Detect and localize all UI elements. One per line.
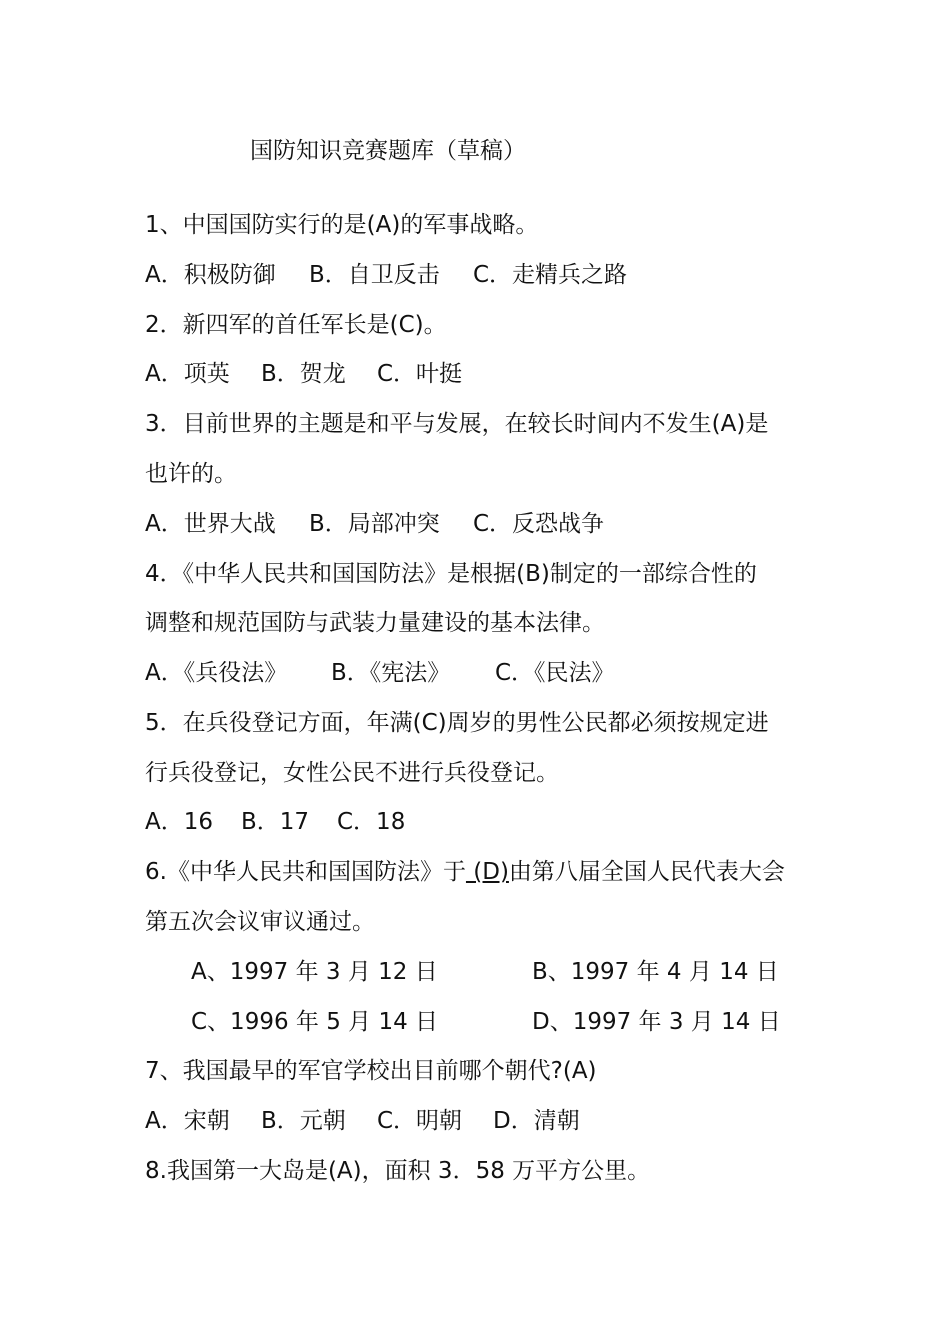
question-3-option-b: B．局部冲突 — [309, 511, 440, 537]
question-5-option-a: A．16 — [145, 809, 214, 835]
question-3-option-c: C．反恐战争 — [473, 511, 605, 537]
question-2-options — [145, 357, 462, 391]
document-title: 国防知识竞赛题库（草稿） — [250, 138, 526, 164]
question-4-option-b: B．《宪法》 — [331, 660, 451, 686]
question-7-option-d: D．清朝 — [493, 1108, 580, 1134]
question-2-option-a: A．项英 — [145, 361, 230, 387]
question-7-option-b: B．元朝 — [261, 1108, 346, 1134]
question-7-option-c: C．明朝 — [377, 1108, 463, 1134]
question-5-option-c: C．18 — [337, 809, 406, 835]
question-6-option-c: C、1996 年 5 月 14 日 — [191, 1009, 439, 1035]
question-1-option-b: B．自卫反击 — [309, 262, 440, 288]
question-5-options — [145, 805, 405, 839]
question-2-text: 2．新四军的首任军长是(C)。 — [145, 312, 447, 338]
question-1-text: 1、中国国防实行的是(A)的军事战略。 — [145, 212, 539, 238]
question-4-line-2: 调整和规范国防与武装力量建设的基本法律。 — [145, 610, 605, 636]
question-6-line-2: 第五次会议审议通过。 — [145, 909, 375, 935]
question-6-option-b: B、1997 年 4 月 14 日 — [532, 959, 779, 985]
question-4-option-a: A．《兵役法》 — [145, 660, 288, 686]
question-7-options — [145, 1104, 580, 1138]
question-2-option-b: B．贺龙 — [261, 361, 346, 387]
question-4-line-1: 4．《中华人民共和国国防法》是根据(B)制定的一部综合性的 — [145, 561, 757, 587]
question-6-text-before: 6.《中华人民共和国国防法》于 — [145, 859, 466, 885]
question-1-option-c: C．走精兵之路 — [473, 262, 628, 288]
question-4-options — [145, 656, 615, 690]
question-5-option-b: B．17 — [241, 809, 310, 835]
question-6-option-d: D、1997 年 3 月 14 日 — [532, 1009, 781, 1035]
question-5-line-1: 5．在兵役登记方面，年满(C)周岁的男性公民都必须按规定进 — [145, 710, 769, 736]
question-1-options — [145, 258, 627, 292]
question-3-line-2: 也许的。 — [145, 461, 237, 487]
question-8-text: 8.我国第一大岛是(A)，面积 3．58 万平方公里。 — [145, 1158, 651, 1184]
question-7-text: 7、我国最早的军官学校出目前哪个朝代?(A) — [145, 1058, 597, 1084]
question-6-text-after: 由第八届全国人民代表大会 — [508, 859, 785, 885]
question-1-option-a: A．积极防御 — [145, 262, 276, 288]
question-3-option-a: A．世界大战 — [145, 511, 276, 537]
question-5-line-2: 行兵役登记，女性公民不进行兵役登记。 — [145, 760, 559, 786]
question-6-answer: (D) — [465, 859, 509, 885]
question-6-option-a: A、1997 年 3 月 12 日 — [191, 959, 438, 985]
question-3-line-1: 3．目前世界的主题是和平与发展，在较长时间内不发生(A)是 — [145, 411, 769, 437]
question-4-option-c: C．《民法》 — [495, 660, 615, 686]
question-3-options — [145, 507, 604, 541]
question-7-option-a: A．宋朝 — [145, 1108, 230, 1134]
question-2-option-c: C．叶挺 — [377, 361, 463, 387]
question-6-line-1 — [145, 855, 785, 889]
